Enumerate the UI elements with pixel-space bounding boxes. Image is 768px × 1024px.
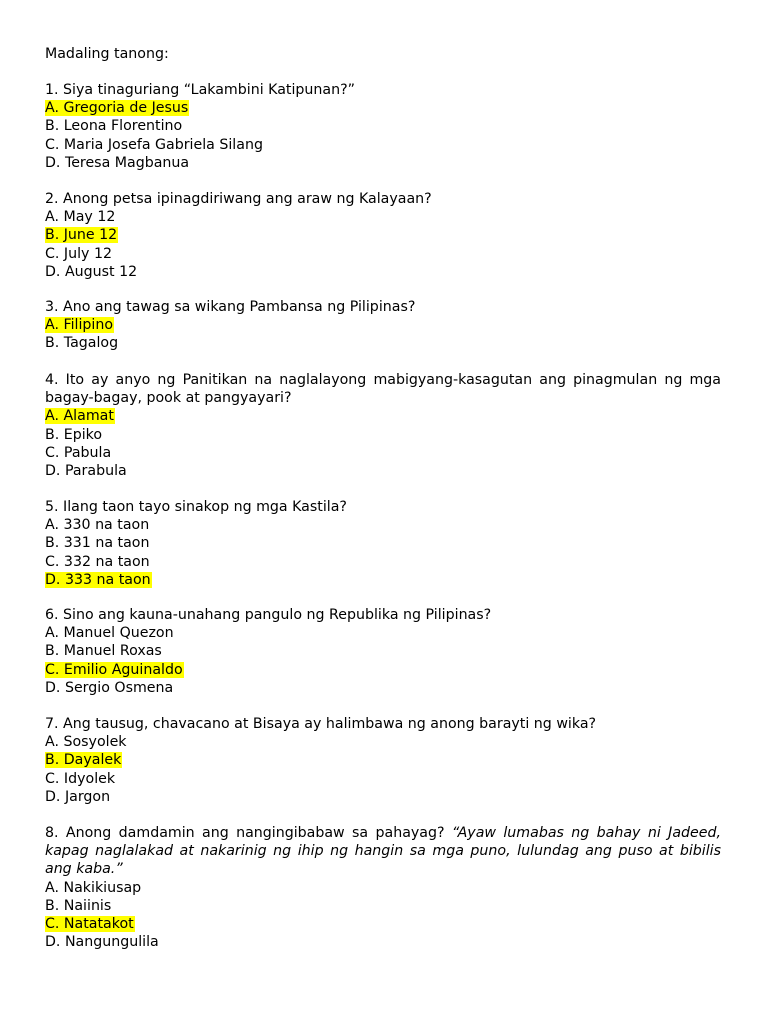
question-text bbox=[45, 824, 721, 879]
option-b: B. Epiko bbox=[45, 426, 103, 443]
option-c: C. Maria Josefa Gabriela Silang bbox=[45, 136, 263, 153]
option-d: D. 333 na taon bbox=[45, 571, 151, 588]
question-text: 7. Ang tausug, chavacano at Bisaya ay halimbawa ng anong barayti ng wika? bbox=[45, 716, 597, 732]
option-d: D. Parabula bbox=[45, 463, 127, 480]
question-quote: “Ayaw lumabas ng bahay ni Jadeed, kapag naglalakad at nakarinig ng ihip ng hangin sa mga puno, lulundag ang puso at bibilis ang kaba.” bbox=[45, 825, 721, 878]
option-a: A. 330 na taon bbox=[45, 517, 150, 534]
option-c: C. Natatakot bbox=[45, 916, 134, 933]
question-3 bbox=[45, 298, 721, 353]
option-a: A. Nakikiusap bbox=[45, 879, 142, 896]
question-text: 1. Siya tinaguriang “Lakambini Katipunan?” bbox=[45, 82, 355, 98]
question-5 bbox=[45, 498, 721, 589]
option-d: D. Nangungulila bbox=[45, 934, 159, 951]
question-prompt: 8. Anong damdamin ang nangingibabaw sa pahayag? bbox=[45, 825, 445, 841]
question-8 bbox=[45, 824, 721, 951]
option-c: C. 332 na taon bbox=[45, 553, 150, 570]
option-b: B. Manuel Roxas bbox=[45, 643, 162, 660]
question-7 bbox=[45, 715, 721, 806]
option-c: C. Emilio Aguinaldo bbox=[45, 661, 183, 678]
question-text: 2. Anong petsa ipinagdiriwang ang araw ng Kalayaan? bbox=[45, 191, 432, 207]
question-4 bbox=[45, 371, 721, 480]
option-a: A. Sosyolek bbox=[45, 734, 127, 751]
option-a: A. Filipino bbox=[45, 317, 114, 334]
option-b: B. Naiinis bbox=[45, 897, 112, 914]
question-6 bbox=[45, 606, 721, 697]
option-a: A. Gregoria de Jesus bbox=[45, 100, 189, 117]
option-d: D. Sergio Osmena bbox=[45, 679, 174, 696]
option-b: B. 331 na taon bbox=[45, 535, 150, 552]
option-d: D. Teresa Magbanua bbox=[45, 154, 190, 171]
question-text: 6. Sino ang kauna-unahang pangulo ng Republika ng Pilipinas? bbox=[45, 607, 492, 623]
question-text: 5. Ilang taon tayo sinakop ng mga Kastila? bbox=[45, 499, 347, 515]
question-2 bbox=[45, 190, 721, 281]
quiz-heading: Madaling tanong: bbox=[45, 46, 169, 62]
option-d: D. Jargon bbox=[45, 788, 111, 805]
option-c: C. July 12 bbox=[45, 245, 113, 262]
question-text: 3. Ano ang tawag sa wikang Pambansa ng Pilipinas? bbox=[45, 299, 416, 315]
option-b: B. Dayalek bbox=[45, 752, 122, 769]
option-c: C. Idyolek bbox=[45, 770, 116, 787]
option-b: B. June 12 bbox=[45, 227, 118, 244]
option-d: D. August 12 bbox=[45, 263, 138, 280]
option-b: B. Tagalog bbox=[45, 335, 119, 352]
option-a: A. Manuel Quezon bbox=[45, 625, 174, 642]
option-a: A. Alamat bbox=[45, 408, 114, 425]
option-c: C. Pabula bbox=[45, 444, 112, 461]
option-b: B. Leona Florentino bbox=[45, 118, 183, 135]
question-1 bbox=[45, 81, 721, 172]
question-text: 4. Ito ay anyo ng Panitikan na naglalayong mabigyang-kasagutan ang pinagmulan ng mga bagay-bagay, pook at pangyayari? bbox=[45, 372, 721, 407]
option-a: A. May 12 bbox=[45, 209, 116, 226]
